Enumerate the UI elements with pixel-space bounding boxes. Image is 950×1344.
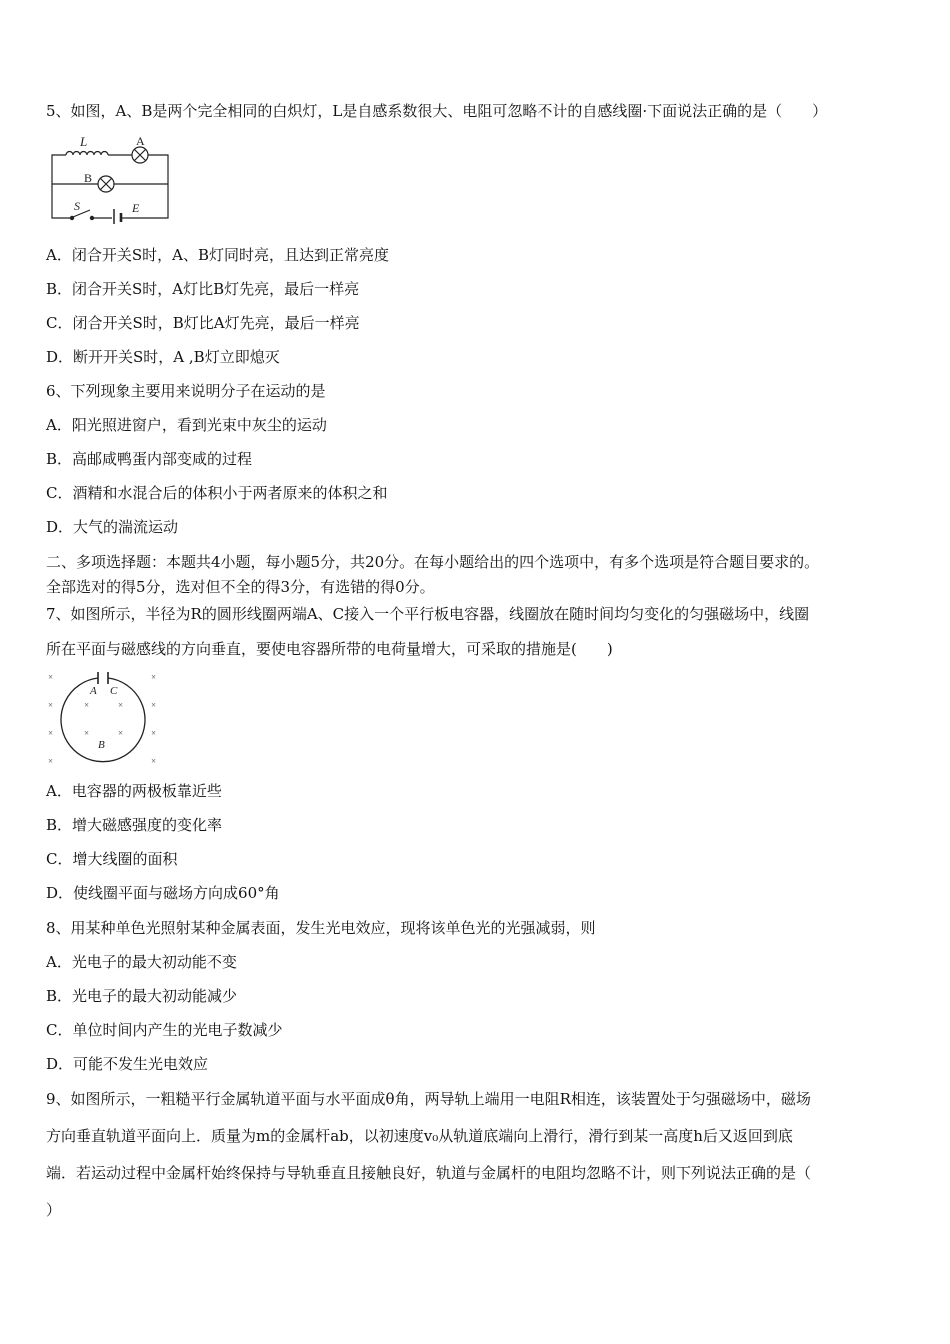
field-cross-icon: × xyxy=(48,756,54,766)
q8-option-b: B．光电子的最大初动能减少 xyxy=(46,987,238,1005)
q8-option-a: A．光电子的最大初动能不变 xyxy=(46,953,237,971)
field-cross-icon: × xyxy=(48,728,54,738)
label-a: A xyxy=(136,134,145,148)
field-cross-icon: × xyxy=(151,672,157,682)
q7-option-c: C．增大线圈的面积 xyxy=(46,850,178,868)
q6-option-a: A．阳光照进窗户，看到光束中灰尘的运动 xyxy=(46,416,327,434)
q5-option-d: D．断开开关S时，A ,B灯立即熄灭 xyxy=(46,348,280,366)
label-l: L xyxy=(80,134,88,149)
section2-heading-line1: 二、多项选择题：本题共4小题，每小题5分，共20分。在每小题给出的四个选项中，有多个选项是符合题目要求的。 xyxy=(46,553,820,571)
field-cross-icon: × xyxy=(151,728,157,738)
field-cross-icon: × xyxy=(118,700,124,710)
label-a: A xyxy=(90,685,97,697)
field-cross-icon: × xyxy=(48,672,54,682)
q9-stem-line4: ） xyxy=(46,1201,62,1219)
label-c: C xyxy=(110,685,118,697)
q6-option-b: B．高邮咸鸭蛋内部变咸的过程 xyxy=(46,450,253,468)
q8-stem: 8、用某种单色光照射某种金属表面，发生光电效应，现将该单色光的光强减弱，则 xyxy=(46,919,596,937)
field-cross-icon: × xyxy=(84,700,90,710)
field-cross-icon: × xyxy=(151,756,157,766)
field-cross-icon: × xyxy=(84,728,90,738)
q6-option-d: D．大气的湍流运动 xyxy=(46,518,179,536)
field-cross-icon: × xyxy=(48,700,54,710)
q5-option-c: C．闭合开关S时，B灯比A灯先亮，最后一样亮 xyxy=(46,314,360,332)
capacitor-icon xyxy=(98,672,108,684)
q7-option-d: D．使线圈平面与磁场方向成60°角 xyxy=(46,884,280,902)
label-b: B xyxy=(98,739,105,751)
q7-stem-line1: 7、如图所示，半径为R的圆形线圈两端A、C接入一个平行板电容器，线圈放在随时间均匀变化的匀强磁场中，线圈 xyxy=(46,605,810,623)
section2-heading-line2: 全部选对的得5分，选对但不全的得3分，有选错的得0分。 xyxy=(46,578,435,596)
label-s: S xyxy=(74,199,80,213)
q5-circuit-diagram xyxy=(44,132,176,224)
field-cross-icon: × xyxy=(151,700,157,710)
q5-option-a: A．闭合开关S时，A、B灯同时亮，且达到正常亮度 xyxy=(46,246,389,264)
label-e: E xyxy=(132,201,140,215)
inductor-coil-icon xyxy=(66,152,108,156)
field-cross-icon: × xyxy=(118,728,124,738)
q9-stem-line3: 端．若运动过程中金属杆始终保持与导轨垂直且接触良好，轨道与金属杆的电阻均忽略不计，则下列说法正确的是（ xyxy=(46,1164,812,1182)
label-b: B xyxy=(84,171,93,185)
q7-coil-diagram xyxy=(44,668,164,768)
q8-option-c: C．单位时间内产生的光电子数减少 xyxy=(46,1021,283,1039)
q5-option-b: B．闭合开关S时，A灯比B灯先亮，最后一样亮 xyxy=(46,280,360,298)
q7-stem-line2: 所在平面与磁感线的方向垂直，要使电容器所带的电荷量增大，可采取的措施是( ) xyxy=(46,640,613,658)
q8-option-d: D．可能不发生光电效应 xyxy=(46,1055,209,1073)
q7-option-b: B．增大磁感强度的变化率 xyxy=(46,816,223,834)
q6-option-c: C．酒精和水混合后的体积小于两者原来的体积之和 xyxy=(46,484,388,502)
q5-stem: 5、如图，A、B是两个完全相同的白炽灯，L是自感系数很大、电阻可忽略不计的自感线圈·下面说法正确的是（ ） xyxy=(46,102,828,120)
q9-stem-line2: 方向垂直轨道平面向上．质量为m的金属杆ab，以初速度v₀从轨道底端向上滑行，滑行到某一高度h后又返回到底 xyxy=(46,1127,793,1145)
q9-stem-line1: 9、如图所示，一粗糙平行金属轨道平面与水平面成θ角，两导轨上端用一电阻R相连，该装置处于匀强磁场中，磁场 xyxy=(46,1090,811,1108)
q7-option-a: A．电容器的两极板靠近些 xyxy=(46,782,222,800)
q6-stem: 6、下列现象主要用来说明分子在运动的是 xyxy=(46,382,326,400)
